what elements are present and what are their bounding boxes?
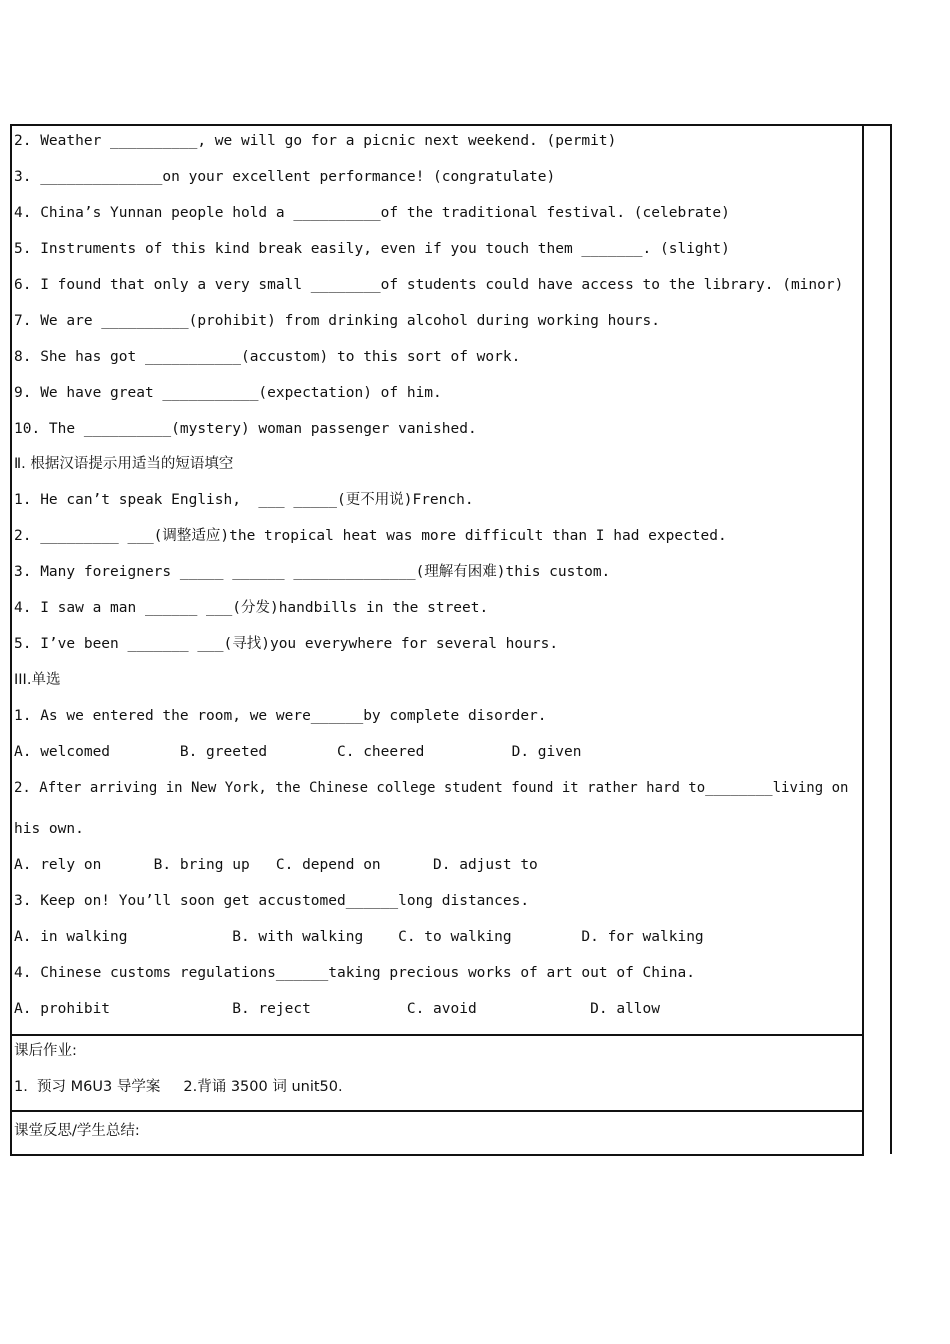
choice-line: A. rely on B. bring up C. depend on D. adjust to: [14, 857, 538, 873]
homework-line: 1. 预习 M6U3 导学案 2.背诵 3500 词 unit50.: [14, 1079, 343, 1095]
choice-line: 1. As we entered the room, we were______by complete disorder.: [14, 708, 547, 724]
worksheet-table: [10, 124, 864, 1156]
table-right-rule: [890, 124, 892, 1154]
exercise-line: 10. The __________(mystery) woman passenger vanished.: [14, 421, 477, 437]
exercise-line: 8. She has got ___________(accustom) to this sort of work.: [14, 349, 521, 365]
reflection-heading: 课堂反思/学生总结:: [14, 1123, 140, 1139]
phrase-line: 5. I’ve been _______ ___(寻找)you everywhere for several hours.: [14, 636, 559, 652]
section-heading-choice: III.单选: [14, 672, 61, 688]
phrase-line: 1. He can’t speak English, ___ _____(更不用说)French.: [14, 492, 474, 508]
choice-line: his own.: [14, 821, 84, 837]
exercise-line: 6. I found that only a very small ________of students could have access to the library. (minor): [14, 277, 844, 293]
reflection-section: [12, 1112, 862, 1154]
phrase-line: 2. _________ ___(调整适应)the tropical heat was more difficult than I had expected.: [14, 528, 727, 544]
section-heading-phrases: Ⅱ. 根据汉语提示用适当的短语填空: [14, 456, 234, 472]
phrase-line: 4. I saw a man ______ ___(分发)handbills in the street.: [14, 600, 489, 616]
choice-line: A. prohibit B. reject C. avoid D. allow: [14, 1001, 661, 1017]
exercise-section: [12, 126, 862, 1036]
exercise-line: 5. Instruments of this kind break easily, even if you touch them _______. (slight): [14, 241, 730, 257]
phrase-line: 3. Many foreigners _____ ______ ______________(理解有困难)this custom.: [14, 564, 611, 580]
exercise-line: 4. China’s Yunnan people hold a __________of the traditional festival. (celebrate): [14, 205, 730, 221]
choice-line: A. in walking B. with walking C. to walking D. for walking: [14, 929, 704, 945]
homework-heading: 课后作业:: [14, 1043, 77, 1059]
choice-line: 2. After arriving in New York, the Chinese college student found it rather hard to________living on: [14, 780, 849, 796]
choice-line: A. welcomed B. greeted C. cheered D. given: [14, 744, 582, 760]
choice-line: 3. Keep on! You’ll soon get accustomed______long distances.: [14, 893, 530, 909]
homework-section: [12, 1036, 862, 1112]
exercise-line: 7. We are __________(prohibit) from drinking alcohol during working hours.: [14, 313, 661, 329]
exercise-line: 3. ______________on your excellent performance! (congratulate): [14, 169, 556, 185]
exercise-line: 9. We have great ___________(expectation) of him.: [14, 385, 442, 401]
table-top-extension: [860, 124, 892, 126]
exercise-line: 2. Weather __________, we will go for a picnic next weekend. (permit): [14, 133, 617, 149]
choice-line: 4. Chinese customs regulations______taking precious works of art out of China.: [14, 965, 695, 981]
